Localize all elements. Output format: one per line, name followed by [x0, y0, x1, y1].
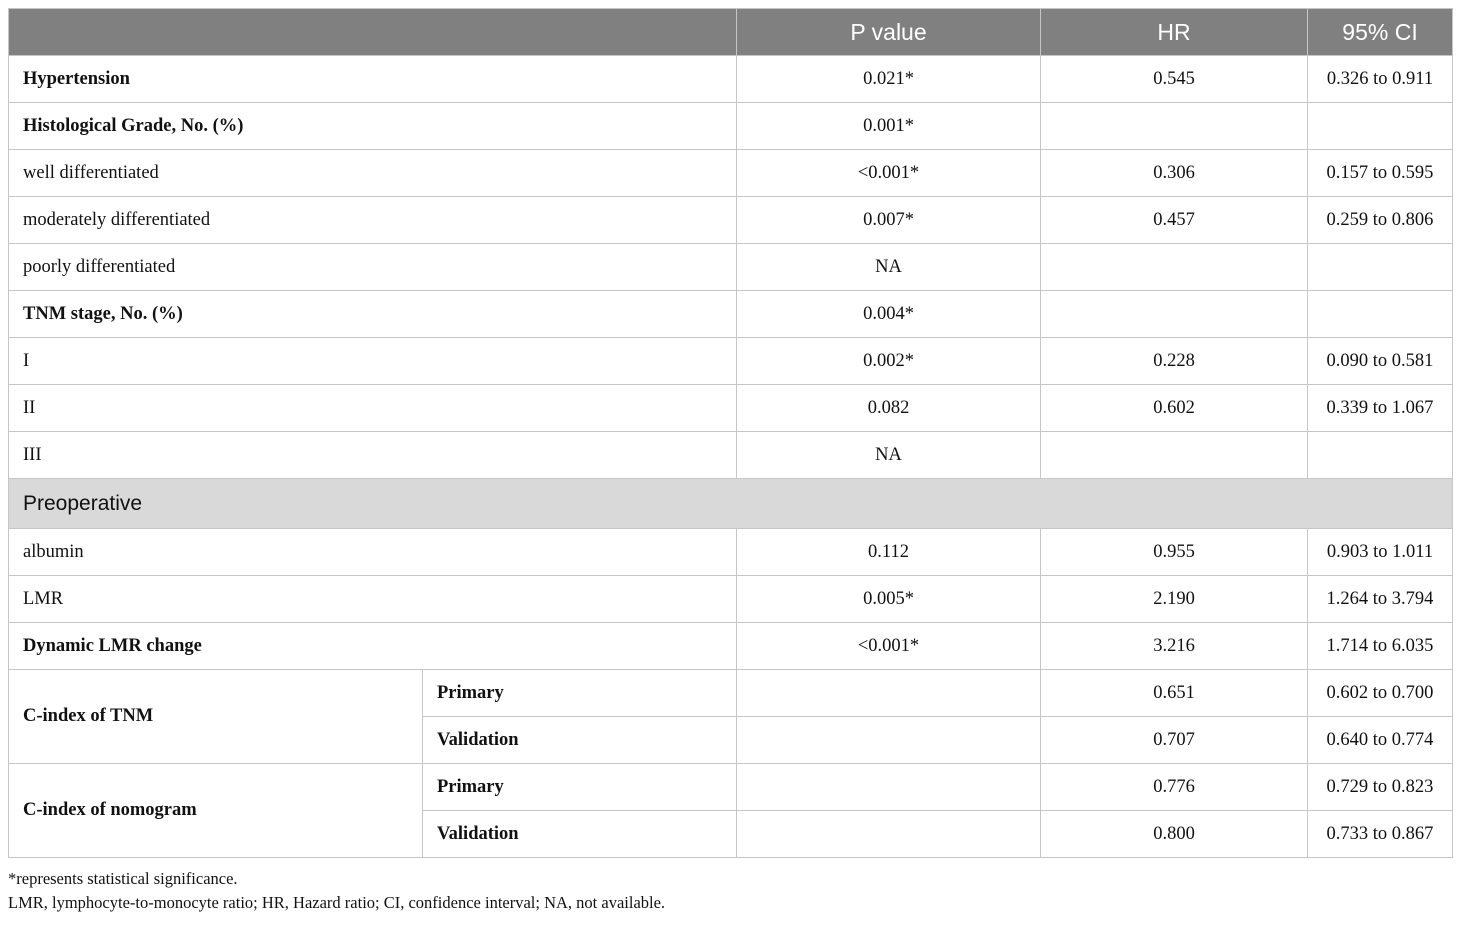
p-value-cell: [737, 670, 1041, 717]
row-label: I: [9, 338, 737, 385]
p-value-cell: 0.004*: [737, 291, 1041, 338]
ci-cell: 0.259 to 0.806: [1308, 197, 1453, 244]
hr-cell: 0.228: [1041, 338, 1308, 385]
row-label: TNM stage, No. (%): [9, 291, 737, 338]
hr-cell: 0.457: [1041, 197, 1308, 244]
ci-cell: 0.602 to 0.700: [1308, 670, 1453, 717]
table-row: [9, 103, 1453, 150]
hr-cell: 0.707: [1041, 717, 1308, 764]
ci-cell: [1308, 432, 1453, 479]
hr-cell: 0.800: [1041, 811, 1308, 858]
ci-cell: [1308, 291, 1453, 338]
ci-cell: [1308, 244, 1453, 291]
hr-cell: 0.955: [1041, 529, 1308, 576]
ci-cell: 0.903 to 1.011: [1308, 529, 1453, 576]
p-value-cell: [737, 764, 1041, 811]
row-sublabel: Primary: [423, 764, 737, 811]
row-label: II: [9, 385, 737, 432]
p-value-cell: 0.005*: [737, 576, 1041, 623]
row-label: III: [9, 432, 737, 479]
hr-cell: 0.651: [1041, 670, 1308, 717]
header-95ci: 95% CI: [1308, 9, 1453, 56]
section-row-preoperative: [9, 479, 1453, 529]
hr-cell: [1041, 432, 1308, 479]
table-row: [9, 56, 1453, 103]
footnote-abbreviations: LMR, lymphocyte-to-monocyte ratio; HR, Hazard ratio; CI, confidence interval; NA, not available.: [8, 893, 666, 912]
row-label: moderately differentiated: [9, 197, 737, 244]
ci-cell: 0.640 to 0.774: [1308, 717, 1453, 764]
table-footnotes: [8, 867, 1452, 915]
p-value-cell: NA: [737, 432, 1041, 479]
hr-cell: 0.776: [1041, 764, 1308, 811]
row-label: Dynamic LMR change: [9, 623, 737, 670]
row-label: poorly differentiated: [9, 244, 737, 291]
ci-cell: 0.090 to 0.581: [1308, 338, 1453, 385]
hr-cell: [1041, 103, 1308, 150]
p-value-cell: <0.001*: [737, 623, 1041, 670]
row-group-label: C-index of TNM: [9, 670, 423, 764]
ci-cell: 0.339 to 1.067: [1308, 385, 1453, 432]
row-label: well differentiated: [9, 150, 737, 197]
p-value-cell: 0.021*: [737, 56, 1041, 103]
ci-cell: 0.733 to 0.867: [1308, 811, 1453, 858]
p-value-cell: 0.001*: [737, 103, 1041, 150]
header-hr: HR: [1041, 9, 1308, 56]
p-value-cell: NA: [737, 244, 1041, 291]
table-row: [9, 291, 1453, 338]
ci-cell: 0.326 to 0.911: [1308, 56, 1453, 103]
table-row: [9, 576, 1453, 623]
row-sublabel: Validation: [423, 717, 737, 764]
p-value-cell: [737, 811, 1041, 858]
ci-cell: 1.714 to 6.035: [1308, 623, 1453, 670]
hr-cell: 0.306: [1041, 150, 1308, 197]
table-row: [9, 623, 1453, 670]
table-row: [9, 385, 1453, 432]
hr-cell: 3.216: [1041, 623, 1308, 670]
ci-cell: 0.157 to 0.595: [1308, 150, 1453, 197]
row-sublabel: Validation: [423, 811, 737, 858]
p-value-cell: <0.001*: [737, 150, 1041, 197]
row-label: Histological Grade, No. (%): [9, 103, 737, 150]
header-p-value: P value: [737, 9, 1041, 56]
row-label: Hypertension: [9, 56, 737, 103]
table-row: [9, 150, 1453, 197]
row-sublabel: Primary: [423, 670, 737, 717]
p-value-cell: 0.112: [737, 529, 1041, 576]
table-row: [9, 197, 1453, 244]
table-header-row: [9, 9, 1453, 56]
table-row: [9, 529, 1453, 576]
ci-cell: [1308, 103, 1453, 150]
p-value-cell: 0.002*: [737, 338, 1041, 385]
ci-cell: 1.264 to 3.794: [1308, 576, 1453, 623]
hr-cell: [1041, 291, 1308, 338]
p-value-cell: 0.007*: [737, 197, 1041, 244]
hr-cell: 2.190: [1041, 576, 1308, 623]
table-row: [9, 764, 1453, 811]
hr-cell: 0.602: [1041, 385, 1308, 432]
table-row: [9, 432, 1453, 479]
results-table: [8, 8, 1453, 858]
section-label: Preoperative: [9, 479, 1453, 529]
p-value-cell: 0.082: [737, 385, 1041, 432]
header-label-column: [9, 9, 737, 56]
table-row: [9, 244, 1453, 291]
row-group-label: C-index of nomogram: [9, 764, 423, 858]
table-row: [9, 670, 1453, 717]
table-container: [8, 8, 1452, 915]
row-label: LMR: [9, 576, 737, 623]
ci-cell: 0.729 to 0.823: [1308, 764, 1453, 811]
footnote-significance: *represents statistical significance.: [8, 869, 238, 888]
row-label: albumin: [9, 529, 737, 576]
hr-cell: 0.545: [1041, 56, 1308, 103]
hr-cell: [1041, 244, 1308, 291]
p-value-cell: [737, 717, 1041, 764]
table-row: [9, 338, 1453, 385]
